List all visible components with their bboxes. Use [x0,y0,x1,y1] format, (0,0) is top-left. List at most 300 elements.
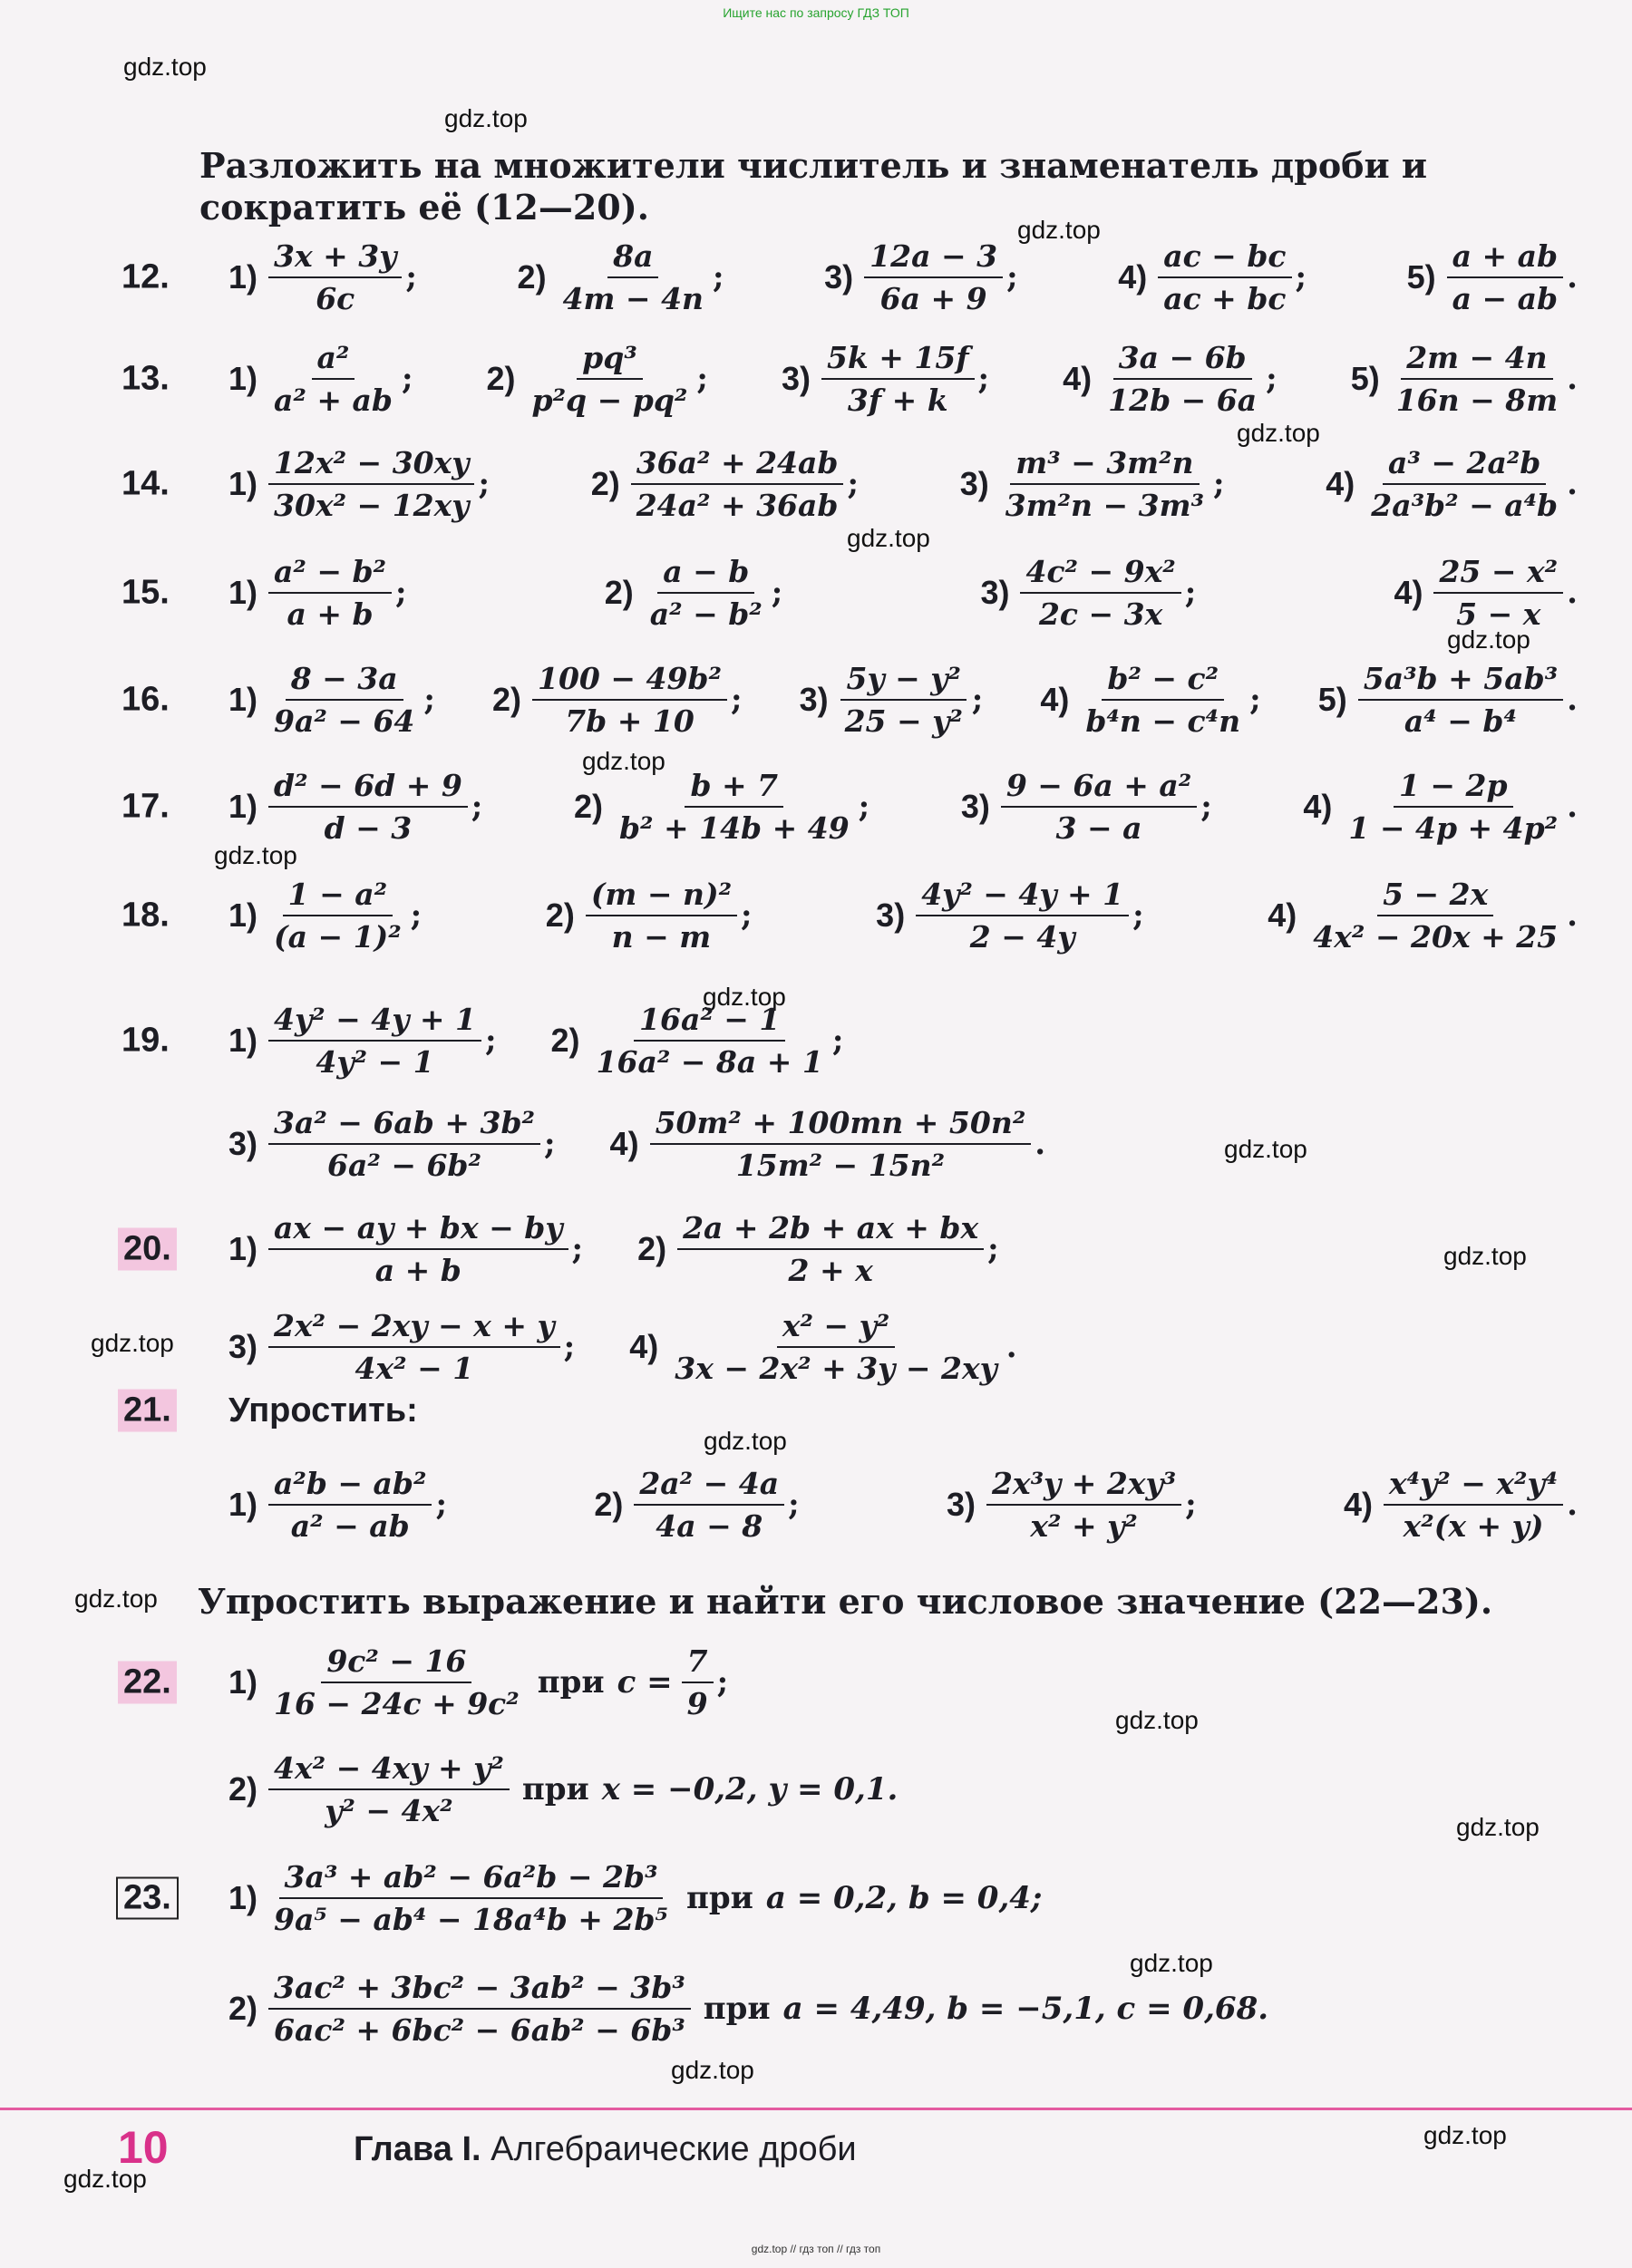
expression-item [1351,340,1578,418]
watermark: gdz.top [1447,625,1530,654]
numerator: a³ − 2a²b [1383,445,1546,485]
problem-23-a [121,1847,1578,1949]
denominator: 6c [316,281,355,316]
denominator: 2 − 4y [969,919,1075,955]
separator: ; [478,466,491,502]
problem-18 [121,865,1578,966]
footer-note: gdz.top // гдз топ // гдз топ [751,2243,881,2255]
item-label: 4) [1040,681,1070,718]
watermark: gdz.top [1423,2121,1507,2149]
fraction [1001,768,1197,846]
expression-item [594,1466,799,1544]
problem-number: 13. [121,359,170,398]
problem-14 [121,433,1578,535]
denominator: x²(x + y) [1403,1508,1544,1544]
item-label: 5) [1317,681,1347,718]
expression-item [947,1466,1197,1544]
chapter-title: Алгебраические дроби [491,2130,857,2168]
fraction [1433,554,1563,632]
fraction [268,1105,540,1183]
separator: ; [741,897,753,934]
chapter-footer [354,2130,857,2169]
expression-item [1118,238,1307,316]
numerator: 5y − y² [840,661,966,701]
fraction [268,768,468,846]
fraction [1343,768,1563,846]
numerator: 3a³ + ab² − 6a²b − 2b³ [279,1859,664,1899]
fraction [1000,445,1209,523]
page-number: 10 [118,2122,169,2173]
separator: ; [831,1023,844,1059]
numerator: pq³ [577,340,643,380]
item-label: 1) [228,681,258,718]
separator: ; [1132,897,1144,934]
fraction [268,1308,560,1386]
watermark: gdz.top [671,2056,754,2084]
expression-item [228,340,413,418]
numerator: 25 − x² [1433,554,1563,594]
expression-item [1303,768,1578,846]
fraction [645,554,768,632]
denominator: 6a² − 6b² [327,1148,481,1183]
separator: ; [1200,789,1212,825]
problem-number: 21. [118,1390,177,1432]
watermark: gdz.top [582,747,665,775]
expression-item [228,768,482,846]
fraction [677,1210,984,1288]
expression-item [637,1210,999,1288]
watermark: gdz.top [1443,1242,1527,1270]
expression-item [228,1105,556,1183]
expression-item [487,340,708,418]
watermark: gdz.top [1017,216,1101,244]
fraction [650,1105,1032,1183]
expression-item [1268,877,1578,955]
item-label: 1) [228,1879,258,1916]
watermark: gdz.top [1115,1706,1199,1734]
denominator: 3x − 2x² + 3y − 2xy [675,1351,997,1386]
problem-21-title [121,1383,1578,1438]
problem-number: 14. [121,464,170,503]
item-label: 1) [228,465,258,502]
item-label: 4) [1063,360,1093,397]
item-label: 1) [228,1022,258,1059]
watermark: gdz.top [704,1427,787,1455]
item-label: 2) [550,1022,580,1059]
separator: ; [1266,361,1277,397]
separator: ; [423,682,435,718]
fraction [268,1643,525,1721]
condition-word: при [521,1771,589,1808]
fraction [268,238,402,316]
item-label: 3) [946,1486,976,1523]
separator: . [1567,682,1578,718]
problem-22-b [121,1739,1578,1840]
numerator: 2a + 2b + ax + bx [677,1210,984,1250]
fraction [1080,661,1246,739]
item-label: 2) [228,1990,258,2027]
expression-item [228,1859,1042,1937]
numerator: 5 − 2x [1377,877,1493,916]
item-label: 2) [573,788,603,825]
separator: ; [1213,466,1225,502]
separator: . [1567,575,1578,611]
condition-word: при [703,1991,771,2027]
numerator: 100 − 49b² [532,661,727,701]
fraction [864,238,1003,316]
fraction [631,445,844,523]
separator: ; [1185,1487,1197,1523]
separator: ; [401,361,413,397]
fraction [1358,661,1563,739]
numerator: 3a² − 6ab + 3b² [268,1105,540,1145]
problem-13 [121,328,1578,430]
numerator: 9c² − 16 [321,1643,471,1683]
item-label: 5) [1350,360,1380,397]
separator: ; [713,259,724,296]
condition-word: при [537,1664,605,1701]
numerator: 3a − 6b [1113,340,1252,380]
numerator: 9 − 6a + a² [1001,768,1197,808]
denominator: p²q − pq² [531,383,688,418]
denominator: 6a + 9 [879,281,987,316]
expression-item [824,238,1017,316]
separator: ; [435,1487,448,1523]
numerator: 1 − 2p [1394,768,1513,808]
numerator: d² − 6d + 9 [268,768,468,808]
problem-21-task: Упростить: [228,1391,418,1430]
item-label: 3) [960,788,990,825]
numerator: 5k + 15f [821,340,975,380]
expression-item [551,1002,844,1080]
item-label: 4) [1326,465,1355,502]
denominator: a + b [287,596,374,632]
item-label: 2) [545,897,575,934]
problem-number: 22. [118,1662,177,1704]
item-label: 3) [876,897,906,934]
fraction [1103,340,1262,418]
numerator: b² − c² [1102,661,1224,701]
expression-item [228,1308,575,1386]
watermark: gdz.top [847,524,930,552]
item-label: 2) [637,1230,667,1267]
denominator: (a − 1)² [274,919,402,955]
fraction [532,661,727,739]
item-label: 3) [824,258,854,296]
section-intro-2: Упростить выражение и найти его числовое значение (22—23). [198,1581,1493,1622]
item-label: 1) [228,897,258,934]
denominator: a + b [374,1253,461,1288]
fraction [669,1308,1003,1386]
item-label: 2) [228,1770,258,1808]
denominator: 2 + x [788,1253,873,1288]
problem-number: 19. [121,1021,170,1060]
problem-number: 17. [121,787,170,826]
expression-item [876,877,1144,955]
numerator: 8a [607,238,658,278]
denominator: 15m² − 15n² [735,1148,946,1183]
fraction [268,661,420,739]
expression-item [800,661,984,739]
item-label: 1) [228,574,258,611]
watermark: gdz.top [1130,1949,1213,1977]
denominator: 7b + 10 [565,703,695,739]
item-label: 4) [1303,788,1333,825]
watermark: gdz.top [1224,1135,1307,1163]
fraction [268,877,407,955]
fraction [1391,340,1563,418]
fraction [634,1466,784,1544]
numerator: m³ − 3m²n [1010,445,1199,485]
item-label: 3) [799,681,829,718]
separator: . [1567,897,1578,934]
numerator: 12a − 3 [864,238,1003,278]
denominator: 16 − 24c + 9c² [274,1686,520,1721]
problem-20-a [121,1198,1578,1300]
fraction [268,1750,510,1828]
denominator: 30x² − 12xy [274,488,470,523]
item-label: 1) [228,360,258,397]
expression-item [980,554,1196,632]
denominator: x² + y² [1030,1508,1138,1544]
item-label: 1) [228,788,258,825]
separator: ; [563,1329,576,1365]
expression-item [228,238,417,316]
fraction [268,1466,432,1544]
expression-item [228,1466,447,1544]
fraction [558,238,709,316]
expression-item [228,1002,497,1080]
denominator: 12b − 6a [1108,383,1258,418]
numerator: 36a² + 24ab [631,445,844,485]
condition: a = 4,49, b = −5,1, c = 0,68. [782,1991,1269,2027]
separator: . [1567,789,1578,825]
numerator: 2x² − 2xy − x + y [268,1308,560,1348]
numerator: x² − y² [777,1308,895,1348]
numerator: a² [312,340,355,380]
denominator: 4m − 4n [562,281,704,316]
fraction [268,340,398,418]
expression-item [228,1750,898,1828]
expression-item [961,768,1212,846]
watermark: gdz.top [123,53,207,81]
numerator: 2a² − 4a [634,1466,784,1506]
problem-number: 12. [121,257,170,296]
item-label: 3) [228,1328,258,1365]
item-label: 4) [629,1328,659,1365]
item-label: 4) [1118,258,1148,296]
expression-item [1326,445,1578,523]
separator: ; [405,259,417,296]
separator: ; [410,897,423,934]
denominator: a² − b² [649,596,763,632]
numerator: 2m − 4n [1401,340,1552,380]
denominator: 4x² − 1 [355,1351,474,1386]
numerator: 2x³y + 2xy³ [986,1466,1181,1506]
item-label: 3) [781,360,811,397]
expression-item [518,238,724,316]
numerator: a² − b² [268,554,392,594]
separator: ; [1184,575,1197,611]
problem-23-b [121,1958,1578,2060]
item-label: 2) [486,360,516,397]
fraction [1158,238,1291,316]
condition: a = 0,2, b = 0,4; [765,1880,1043,1916]
numerator: x⁴y² − x²y⁴ [1384,1466,1563,1506]
numerator: 3x + 3y [268,238,402,278]
section-intro: Разложить на множители числитель и знаменатель дроби и сократить её (12—20). [199,145,1428,228]
denominator: y² − 4x² [325,1793,453,1828]
denominator: 9a⁵ − ab⁴ − 18a⁴b + 2b⁵ [274,1902,668,1937]
denominator: 4a − 8 [656,1508,763,1544]
separator: ; [571,1231,584,1267]
expression-item [960,445,1225,523]
numerator: 4y² − 4y + 1 [916,877,1129,916]
fraction [586,877,737,955]
numerator: ac − bc [1158,238,1291,278]
denominator: 3f + k [847,383,948,418]
denominator: 16n − 8m [1395,383,1559,418]
separator: . [1567,1487,1578,1523]
separator: ; [484,1023,497,1059]
expression-item [1344,1466,1578,1544]
separator: ; [716,1664,729,1701]
fraction [614,768,855,846]
numerator: 1 − a² [283,877,393,916]
condition-word: при [685,1880,753,1916]
denominator: a⁴ − b⁴ [1404,703,1517,739]
separator: ; [847,466,860,502]
item-label: 5) [1406,258,1436,296]
expression-item [492,661,743,739]
separator: ; [471,789,483,825]
fraction [821,340,975,418]
separator: ; [771,575,783,611]
numerator: a²b − ab² [268,1466,432,1506]
expression-item [228,661,435,739]
numerator: a + ab [1447,238,1563,278]
fraction [268,1002,481,1080]
problem-17 [121,756,1578,858]
denominator: 2a³b² − a⁴b [1371,488,1559,523]
watermark: gdz.top [703,983,786,1011]
expression-item [591,445,859,523]
denominator: 6ac² + 6bc² − 6ab² − 6b³ [274,2012,685,2048]
numerator: 12x² − 30xy [268,445,474,485]
denominator: 4y² − 1 [316,1044,434,1080]
problem-19-a [121,990,1578,1091]
expression-item [574,768,869,846]
item-label: 4) [1343,1486,1373,1523]
denominator: a² + ab [274,383,393,418]
item-label: 3) [980,574,1010,611]
separator: ; [977,361,990,397]
denominator: 9a² − 64 [274,703,415,739]
fraction [1365,445,1563,523]
problem-22-a [121,1632,1578,1733]
denominator: 25 − y² [844,703,963,739]
expression-item [1063,340,1277,418]
fraction [1307,877,1563,955]
expression-item [228,1643,728,1721]
problem-16 [121,649,1578,751]
problem-number: 15. [121,573,170,612]
denominator: 9 [686,1686,708,1721]
separator: ; [395,575,407,611]
numerator: 8 − 3a [286,661,403,701]
denominator: 5 − x [1456,596,1541,632]
problem-21-items [121,1454,1578,1556]
problem-12 [121,227,1578,328]
separator: ; [1249,682,1261,718]
fraction [1384,1466,1563,1544]
header-search-note: Ищите нас по запросу ГДЗ ТОП [723,5,909,20]
watermark: gdz.top [91,1329,174,1357]
item-label: 1) [228,1663,258,1701]
separator: ; [543,1126,556,1162]
separator: ; [987,1231,999,1267]
numerator: b + 7 [685,768,783,808]
watermark: gdz.top [1456,1813,1540,1841]
separator: . [1567,466,1578,502]
numerator: 3ac² + 3bc² − 3ab² − 3b³ [268,1970,691,2010]
watermark: gdz.top [214,841,297,869]
numerator: 16a² − 1 [634,1002,785,1042]
fraction [268,445,474,523]
watermark: gdz.top [74,1585,158,1613]
numerator: 5a³b + 5ab³ [1358,661,1563,701]
item-label: 4) [1394,574,1423,611]
fraction [268,554,392,632]
expression-item [1040,661,1260,739]
fraction [268,1859,674,1937]
denominator: 4x² − 20x + 25 [1313,919,1559,955]
numerator: ax − ay + bx − by [268,1210,568,1250]
separator: . [1567,259,1578,296]
separator: . [1035,1126,1046,1162]
fraction [268,1210,568,1288]
numerator: a − b [657,554,754,594]
problem-number: 16. [121,680,170,719]
fraction [840,661,968,739]
denominator: 3m²n − 3m³ [1005,488,1205,523]
separator: ; [1006,259,1018,296]
problem-number: 18. [121,896,170,935]
expression-item [1318,661,1578,739]
expression-item [782,340,989,418]
item-label: 4) [1268,897,1297,934]
expression-item [228,1210,583,1288]
denominator: n − m [611,919,712,955]
denominator: 2c − 3x [1038,596,1163,632]
fraction [682,1643,714,1721]
problem-15 [121,542,1578,644]
fraction [1020,554,1180,632]
fraction [986,1466,1181,1544]
condition: x = −0,2, y = 0,1. [601,1771,899,1808]
denominator: ac + bc [1163,281,1287,316]
footer-rule [0,2108,1632,2110]
item-label: 2) [604,574,634,611]
fraction [527,340,694,418]
denominator: b² + 14b + 49 [618,810,850,846]
denominator: 24a² + 36ab [636,488,839,523]
item-label: 2) [517,258,547,296]
expression-item [228,554,407,632]
denominator: a − ab [1452,281,1559,316]
item-label: 2) [590,465,620,502]
fraction [591,1002,829,1080]
